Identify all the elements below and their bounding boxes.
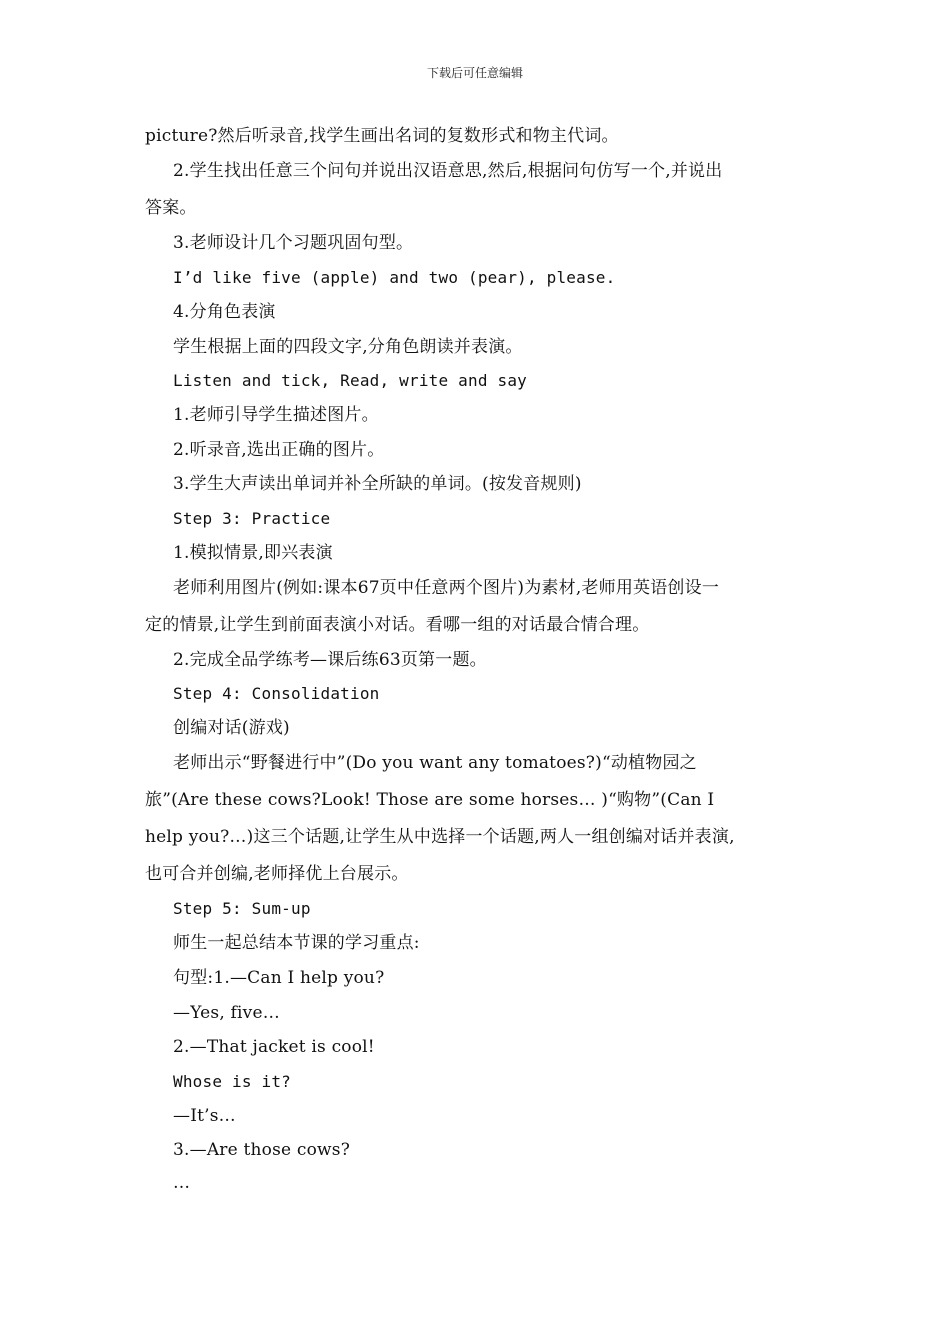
text-line: 答案。 [145,198,197,218]
text-line: 学生根据上面的四段文字,分角色朗读并表演。 [173,337,523,357]
page-header: 下载后可任意编辑 [426,66,523,80]
text-line: —It’s… [173,1106,236,1126]
text-line: … [173,1173,191,1193]
text-line: help you?…)这三个话题,让学生从中选择一个话题,两人一组创编对话并表演, [145,827,735,847]
text-line: Step 3: Practice [173,509,331,528]
text-line: Listen and tick, Read, write and say [173,371,527,390]
text-line: 2.学生找出任意三个问句并说出汉语意思,然后,根据问句仿写一个,并说出 [173,161,723,181]
text-line: I’d like five (apple) and two (pear), please. [173,268,616,287]
text-line: 句型:1.—Can I help you? [173,968,385,988]
text-line: Step 4: Consolidation [173,684,380,703]
text-line: 3.学生大声读出单词并补全所缺的单词。(按发音规则) [173,474,582,494]
text-line: 3.老师设计几个习题巩固句型。 [173,233,414,253]
text-line: 1.老师引导学生描述图片。 [173,405,379,425]
text-line: —Yes, five… [173,1003,280,1023]
text-line: 2.完成全品学练考—课后练63页第一题。 [173,650,487,670]
text-line: 2.听录音,选出正确的图片。 [173,440,385,460]
text-line: Step 5: Sum-up [173,899,311,918]
text-line: 也可合并创编,老师择优上台展示。 [145,864,409,884]
text-line: 1.模拟情景,即兴表演 [173,543,333,563]
text-line: 定的情景,让学生到前面表演小对话。看哪一组的对话最合情合理。 [145,615,650,635]
text-line: 4.分角色表演 [173,302,276,322]
text-line: Whose is it? [173,1072,291,1091]
text-line: 旅”(Are these cows?Look! Those are some horses… )“购物”(Can I [145,790,715,810]
text-line: 2.—That jacket is cool! [173,1037,375,1057]
text-line: 老师利用图片(例如:课本67页中任意两个图片)为素材,老师用英语创设一 [173,578,720,598]
text-line: 师生一起总结本节课的学习重点: [173,933,420,953]
text-line: 创编对话(游戏) [173,718,290,738]
text-line: 老师出示“野餐进行中”(Do you want any tomatoes?)“动植物园之 [173,753,697,773]
text-line: picture?然后听录音,找学生画出名词的复数形式和物主代词。 [145,126,619,146]
text-line: 3.—Are those cows? [173,1140,351,1160]
